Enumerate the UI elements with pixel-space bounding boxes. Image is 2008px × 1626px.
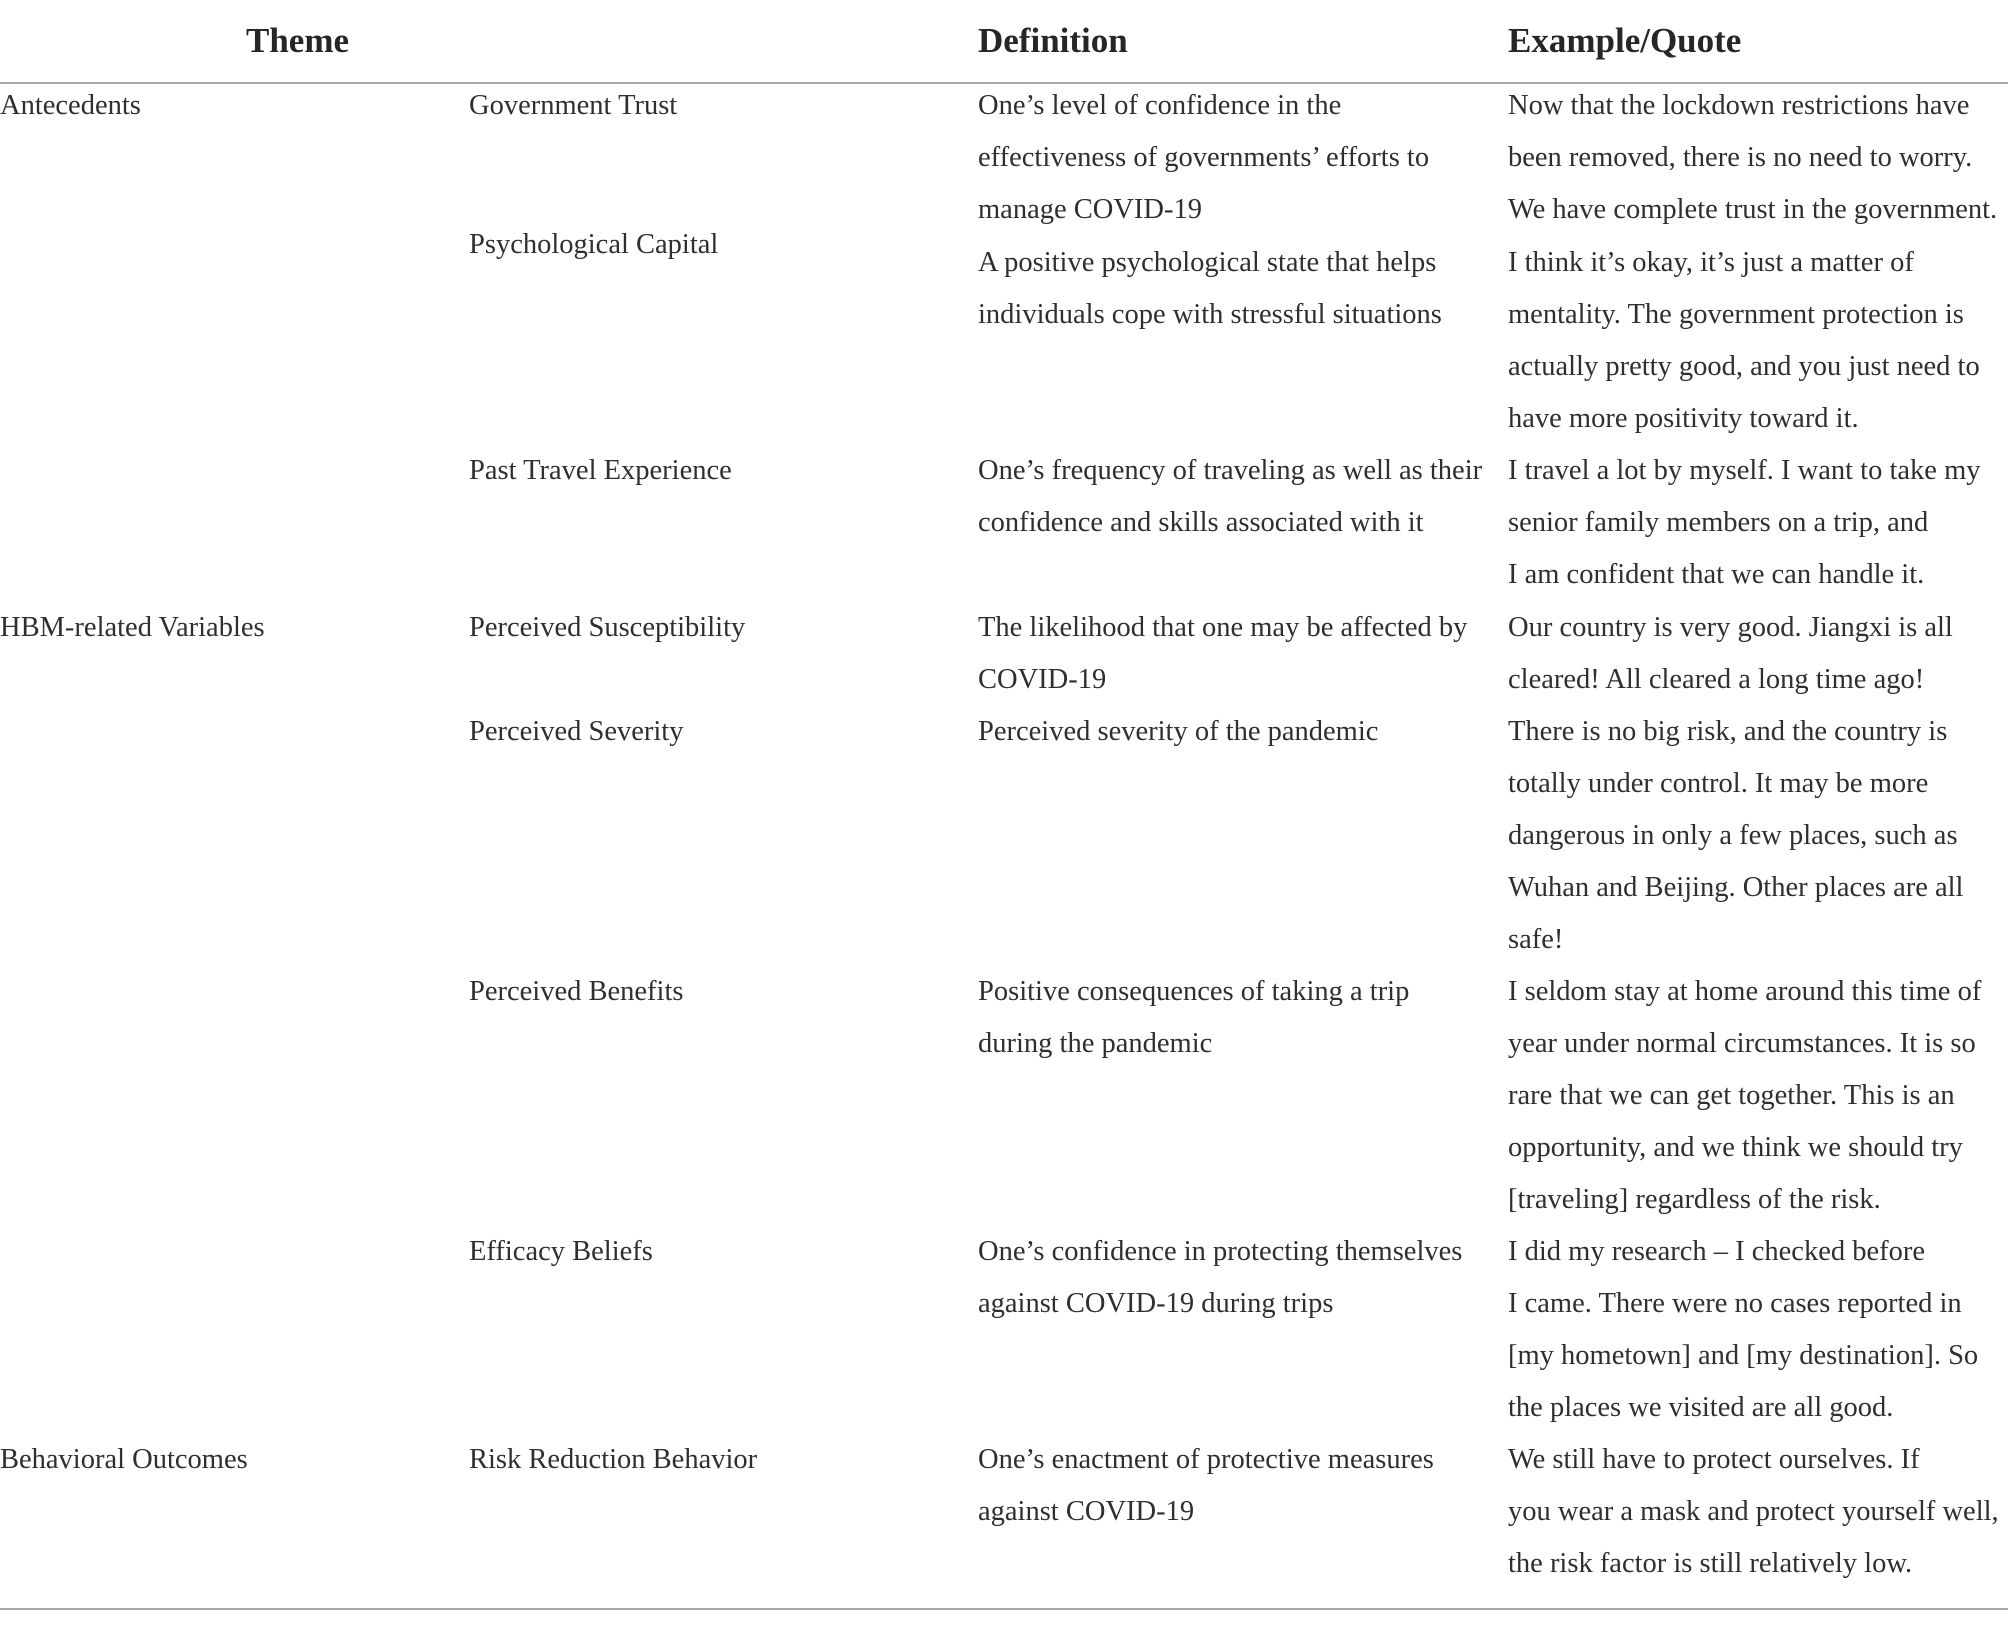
theme-behavioral-outcomes: Behavioral Outcomes [0,1444,248,1475]
quote-line: the risk factor is still relatively low. [1508,1548,1913,1579]
quote-line: actually pretty good, and you just need to [1508,351,1980,382]
definition-efficacy-beliefs [978,1226,1462,1330]
subtheme-perceived-benefits: Perceived Benefits [469,976,684,1007]
definition-line: One’s enactment of protective measures [978,1444,1434,1475]
theme-hbm-variables: HBM-related Variables [0,612,265,643]
quote-line: cleared! All cleared a long time ago! [1508,664,1925,695]
quote-line: safe! [1508,924,1564,955]
definition-line: against COVID-19 [978,1496,1195,1527]
definition-line: individuals cope with stressful situations [978,299,1442,330]
quote-perceived-severity [1508,706,1963,966]
table-bottom-rule [0,1608,2008,1610]
definition-line: A positive psychological state that helps [978,247,1437,278]
definition-line: effectiveness of governments’ efforts to [978,142,1430,173]
quote-line: I came. There were no cases reported in [1508,1288,1962,1319]
subtheme-psychological-capital: Psychological Capital [469,229,719,260]
quote-line: Now that the lockdown restrictions have [1508,90,1970,121]
quote-psychological-capital [1508,237,1980,445]
column-header-definition: Definition [978,21,1128,60]
quote-line: have more positivity toward it. [1508,403,1859,434]
definition-risk-reduction-behavior [978,1434,1434,1538]
quote-perceived-susceptibility [1508,602,1953,706]
definition-line: Positive consequences of taking a trip [978,976,1410,1007]
quote-line: I did my research – I checked before [1508,1236,1925,1267]
subtheme-perceived-severity: Perceived Severity [469,716,684,747]
definition-line: The likelihood that one may be affected by [978,612,1468,643]
quote-line: [my hometown] and [my destination]. So [1508,1340,1979,1371]
subtheme-risk-reduction-behavior: Risk Reduction Behavior [469,1444,758,1475]
definition-perceived-severity [978,706,1378,758]
quote-line: been removed, there is no need to worry. [1508,142,1973,173]
definition-past-travel-experience [978,445,1482,549]
quote-efficacy-beliefs [1508,1226,1978,1434]
quote-line: senior family members on a trip, and [1508,507,1929,538]
definition-line: during the pandemic [978,1028,1213,1059]
quote-line: I seldom stay at home around this time of [1508,976,1982,1007]
quote-line: totally under control. It may be more [1508,768,1929,799]
quote-past-travel-experience [1508,445,1981,601]
subtheme-government-trust: Government Trust [469,90,678,121]
column-header-theme: Theme [246,21,350,60]
subtheme-past-travel-experience: Past Travel Experience [469,455,732,486]
subtheme-perceived-susceptibility: Perceived Susceptibility [469,612,746,643]
quote-line: dangerous in only a few places, such as [1508,820,1958,851]
definition-perceived-benefits [978,966,1409,1070]
quote-line: Wuhan and Beijing. Other places are all [1508,872,1964,903]
definition-perceived-susceptibility [978,602,1467,706]
definition-line: COVID-19 [978,664,1107,695]
quote-line: I think it’s okay, it’s just a matter of [1508,247,1914,278]
table-header-row [0,0,2008,84]
quote-line: There is no big risk, and the country is [1508,716,1948,747]
quote-line: opportunity, and we think we should try [1508,1132,1963,1163]
definition-line: Perceived severity of the pandemic [978,716,1379,747]
definition-government-trust [978,80,1429,236]
column-header-example: Example/Quote [1508,21,1742,60]
definition-line: One’s confidence in protecting themselves [978,1236,1463,1267]
quote-line: year under normal circumstances. It is so [1508,1028,1976,1059]
quote-line: [traveling] regardless of the risk. [1508,1184,1881,1215]
quote-line: you wear a mask and protect yourself well, [1508,1496,1999,1527]
quote-line: rare that we can get together. This is an [1508,1080,1955,1111]
quote-government-trust [1508,80,1997,236]
quote-line: I am confident that we can handle it. [1508,559,1925,590]
quote-line: the places we visited are all good. [1508,1392,1894,1423]
quote-line: mentality. The government protection is [1508,299,1964,330]
definition-line: against COVID-19 during trips [978,1288,1334,1319]
quote-line: Our country is very good. Jiangxi is all [1508,612,1953,643]
quote-risk-reduction-behavior [1508,1434,1999,1590]
definition-line: manage COVID-19 [978,194,1202,225]
quote-line: We have complete trust in the government. [1508,194,1998,225]
quote-line: We still have to protect ourselves. If [1508,1444,1920,1475]
definition-line: One’s frequency of traveling as well as their [978,455,1483,486]
theme-antecedents: Antecedents [0,90,141,121]
definition-line: confidence and skills associated with it [978,507,1424,538]
quote-perceived-benefits [1508,966,1981,1226]
definition-psychological-capital [978,237,1442,341]
definition-line: One’s level of confidence in the [978,90,1342,121]
subtheme-efficacy-beliefs: Efficacy Beliefs [469,1236,653,1267]
quote-line: I travel a lot by myself. I want to take my [1508,455,1981,486]
